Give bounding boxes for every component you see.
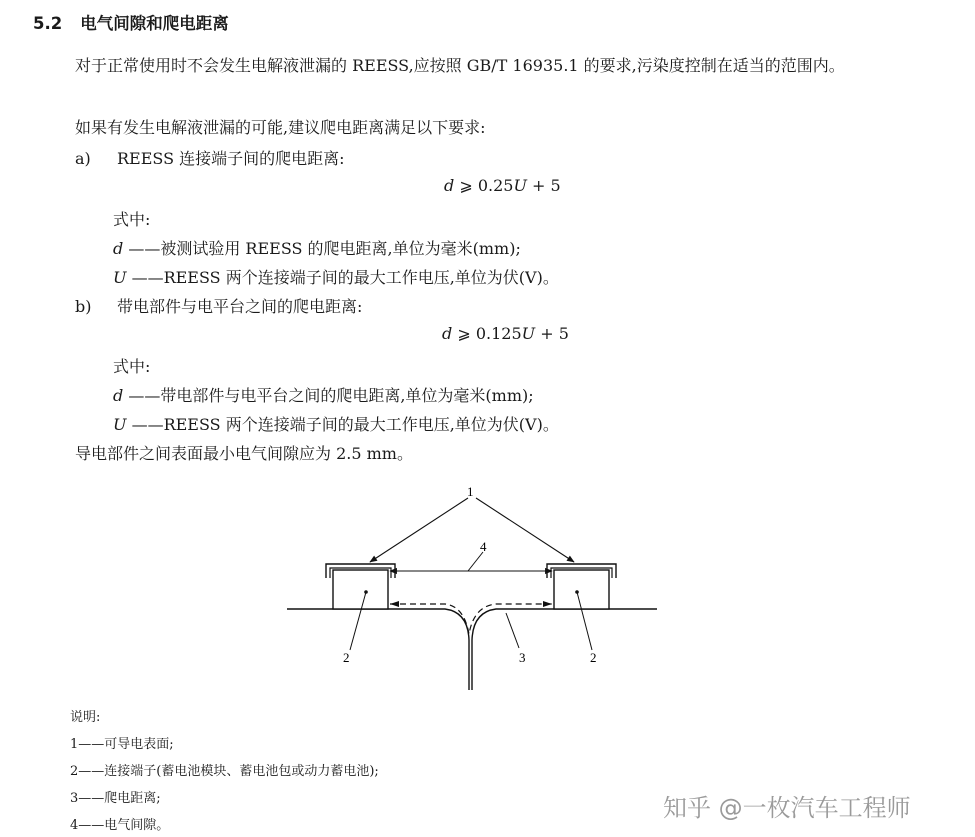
item-a-d-text: ——被测试验用 REESS 的爬电距离,单位为毫米(mm); [123,239,521,258]
item-b-u-definition [113,412,559,435]
item-a-u-definition [113,265,559,288]
formula-b-coef: 0.125 [475,324,522,343]
section-number: 5.2 [33,14,63,33]
item-a-text: REESS 连接端子间的爬电距离: [117,149,345,168]
item-a-where: 式中: [113,210,151,229]
item-a-u-text: ——REESS 两个连接端子间的最大工作电压,单位为伏(V)。 [126,268,559,287]
formula-a-lhs: d [444,176,455,195]
legend-item-2: 2——连接端子(蓄电池模块、蓄电池包或动力蓄电池); [70,764,379,779]
formula-b-var: U [521,324,536,343]
right-terminal [554,570,609,609]
item-b-where: 式中: [113,357,151,376]
left-terminal [333,570,388,609]
item-b-label: b) [75,297,92,316]
paragraph-2: 如果有发生电解液泄漏的可能,建议爬电距离满足以下要求: [75,118,486,137]
item-b-d-text: ——带电部件与电平台之间的爬电距离,单位为毫米(mm); [123,386,534,405]
section-title: 电气间隙和爬电距离 [80,14,229,33]
item-a [75,146,345,169]
label-3-leader [506,613,519,648]
label-4-leader [468,552,483,571]
item-b-text: 带电部件与电平台之间的爬电距离: [117,297,363,316]
item-b-d-definition [113,383,534,406]
item-b [75,294,362,317]
figure-label-2-left: 2 [343,650,350,665]
formula-b-op: ⩾ [452,324,476,343]
label-1-arrow-right [476,498,574,562]
formula-a-rest: + 5 [526,176,561,195]
watermark: 知乎 @一枚汽车工程师 [663,794,911,822]
formula-b-rest: + 5 [535,324,569,343]
paragraph-clearance: 导电部件之间表面最小电气间隙应为 2.5 mm。 [75,444,413,463]
label-1-arrow-left [370,498,468,562]
item-a-label: a) [75,149,91,168]
creepage-clearance-diagram [280,478,670,693]
legend-item-4: 4——电气间隙。 [70,818,170,833]
item-b-u-symbol: U [113,415,127,434]
figure-label-3: 3 [519,650,526,665]
paragraph-1: 对于正常使用时不会发生电解液泄漏的 REESS,应按照 GB/T 16935.1 的要求,污染度控制在适当的范围内。 [75,56,845,75]
item-b-u-text: ——REESS 两个连接端子间的最大工作电压,单位为伏(V)。 [126,415,559,434]
figure-label-2-right: 2 [590,650,597,665]
formula-a-op: ⩾ [454,176,478,195]
item-b-d-symbol: d [113,386,124,405]
legend-item-3: 3——爬电距离; [70,791,161,806]
formula-b [442,324,569,343]
formula-a [444,176,561,195]
figure-label-4: 4 [480,539,487,554]
item-a-d-symbol: d [113,239,124,258]
section-heading [33,10,229,34]
figure-label-1: 1 [467,484,474,499]
legend-item-1: 1——可导电表面; [70,737,174,752]
item-a-d-definition [113,236,521,259]
item-a-u-symbol: U [113,268,127,287]
formula-b-lhs: d [442,324,453,343]
formula-a-var: U [513,176,527,195]
legend-title: 说明: [70,710,101,725]
formula-a-coef: 0.25 [477,176,514,195]
